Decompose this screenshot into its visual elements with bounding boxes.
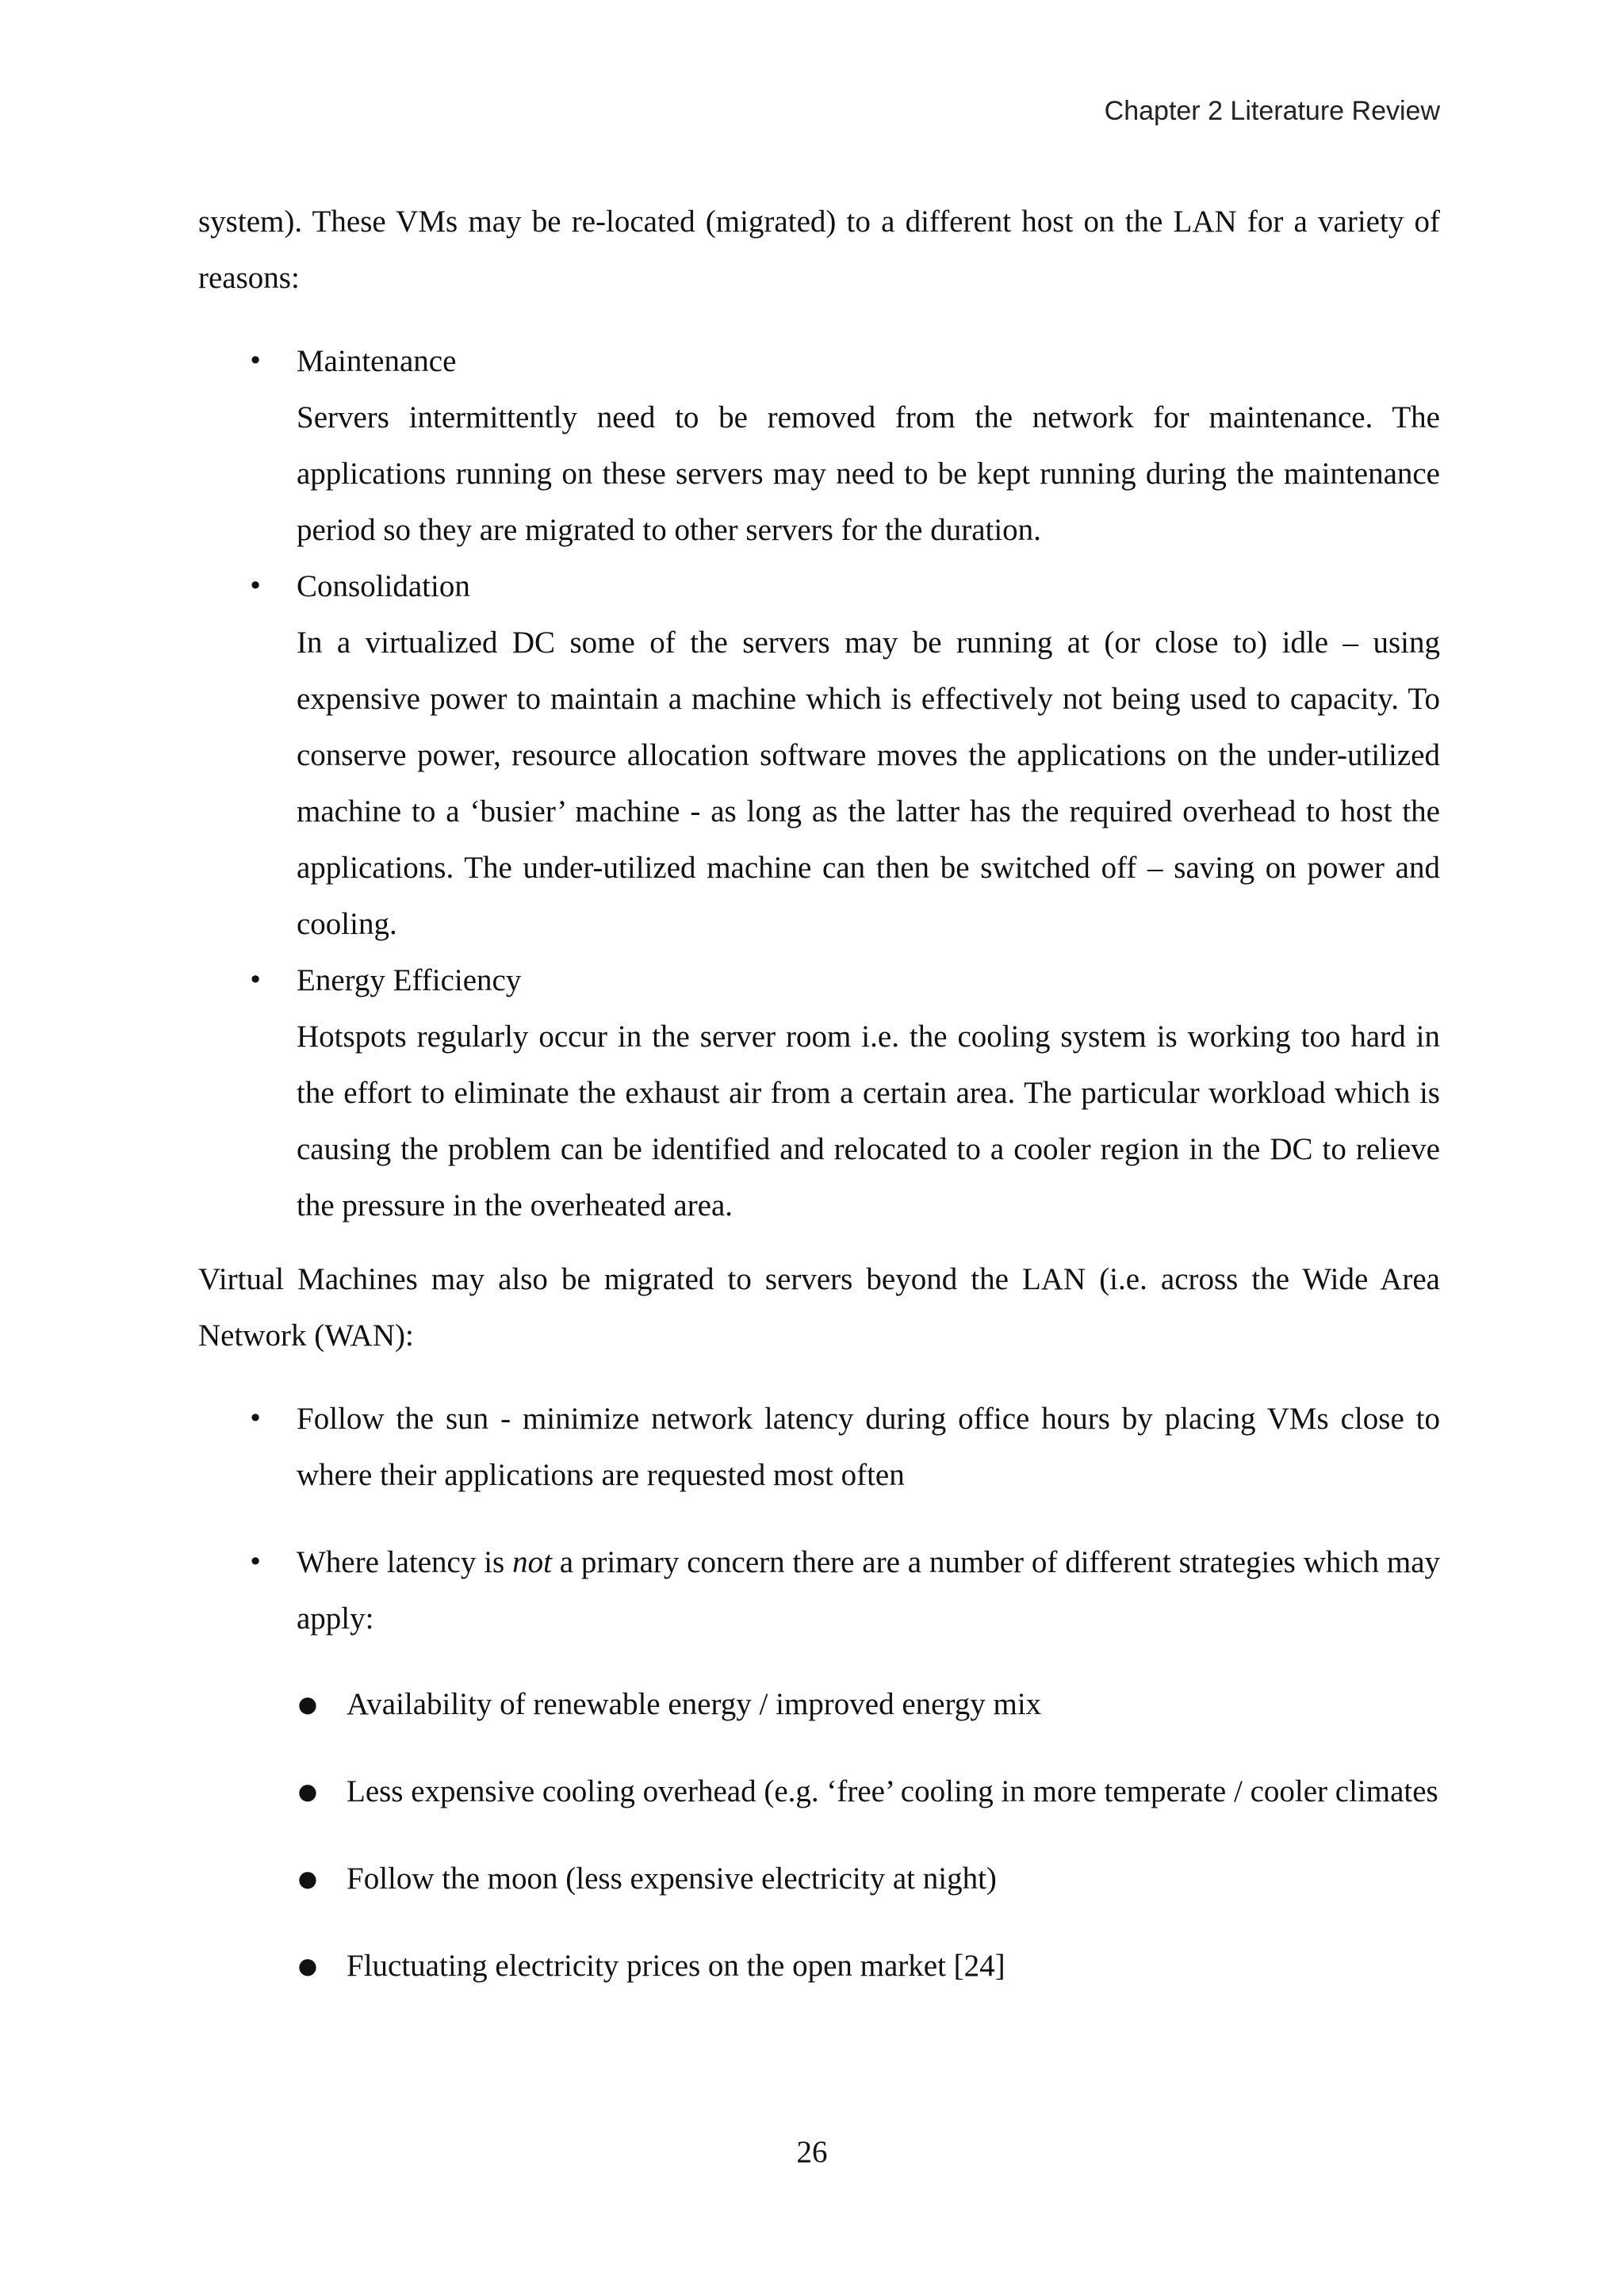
list-item-body: In a virtualized DC some of the servers may be running at (or close to) idle – using expensive power to maintain a machine which is effectively not being used to capacity. To conserve power, resource allocation software moves the applications on the under-utilized machine to a ‘busier’ machine - as long as the latter has the required overhead to host the applications. The under-utilized machine can then be switched off – saving on power and cooling.	[297, 626, 1440, 941]
sub-bullet-icon: ●	[297, 1778, 318, 1804]
sub-list-item	[297, 1850, 1440, 1907]
sub-list-item-text: Fluctuating electricity prices on the open market [24]	[347, 1949, 1005, 1983]
list-item-latency-strategies	[198, 1534, 1440, 1994]
list-item-energy-efficiency	[198, 952, 1440, 1234]
page-number: 26	[796, 2135, 828, 2169]
sub-bullet-icon: ●	[297, 1691, 318, 1717]
list-item-follow-the-sun	[198, 1391, 1440, 1503]
sub-list-item-text: Follow the moon (less expensive electricity at night)	[347, 1862, 997, 1896]
strategies-sub-list	[297, 1676, 1440, 1994]
list-item-body: Follow the sun - minimize network latency during office hours by placing VMs close to where their applications are requested most often	[297, 1402, 1440, 1492]
intro-paragraph: system). These VMs may be re-located (migrated) to a different host on the LAN for a variety of reasons:	[198, 205, 1440, 295]
list-item-body: Servers intermittently need to be removed from the network for maintenance. The applications running on these servers may need to be kept running during the maintenance period so they are migrated to other servers for the duration.	[297, 400, 1440, 547]
page-content	[198, 193, 1440, 2025]
wan-intro-paragraph: Virtual Machines may also be migrated to servers beyond the LAN (i.e. across the Wide Area Network (WAN):	[198, 1262, 1440, 1353]
latency-text-before: Where latency is	[297, 1545, 513, 1579]
sub-list-item-text: Availability of renewable energy / improved energy mix	[347, 1687, 1042, 1721]
list-item-title: Maintenance	[297, 344, 457, 378]
bullet-icon: •	[247, 571, 263, 601]
bullet-icon: •	[247, 1547, 263, 1577]
bullet-icon: •	[247, 1403, 263, 1433]
running-header: Chapter 2 Literature Review	[1104, 96, 1440, 126]
latency-text-after: a primary concern there are a number of different strategies which may apply:	[297, 1545, 1441, 1636]
sub-list-item-text: Less expensive cooling overhead (e.g. ‘free’ cooling in more temperate / cooler climates	[347, 1774, 1438, 1808]
list-item-body: Hotspots regularly occur in the server room i.e. the cooling system is working too hard in the effort to eliminate the exhaust air from a certain area. The particular workload which is causing the problem can be identified and relocated to a cooler region in the DC to relieve the pressure in the overheated area.	[297, 1020, 1440, 1223]
latency-emphasis: not	[512, 1545, 552, 1579]
list-item-consolidation	[198, 558, 1440, 952]
list-item-maintenance	[198, 333, 1440, 558]
sub-bullet-icon: ●	[297, 1953, 318, 1979]
list-item-title: Consolidation	[297, 569, 470, 603]
bullet-icon: •	[247, 965, 263, 995]
list-item-title: Energy Efficiency	[297, 963, 522, 997]
sub-list-item	[297, 1938, 1440, 1994]
bullet-icon: •	[247, 346, 263, 376]
latency-paragraph	[297, 1534, 1440, 1647]
lan-migration-reasons-list	[198, 333, 1440, 1234]
sub-list-item	[297, 1763, 1440, 1820]
sub-list-item	[297, 1676, 1440, 1732]
wan-migration-list	[198, 1391, 1440, 1994]
sub-bullet-icon: ●	[297, 1866, 318, 1892]
